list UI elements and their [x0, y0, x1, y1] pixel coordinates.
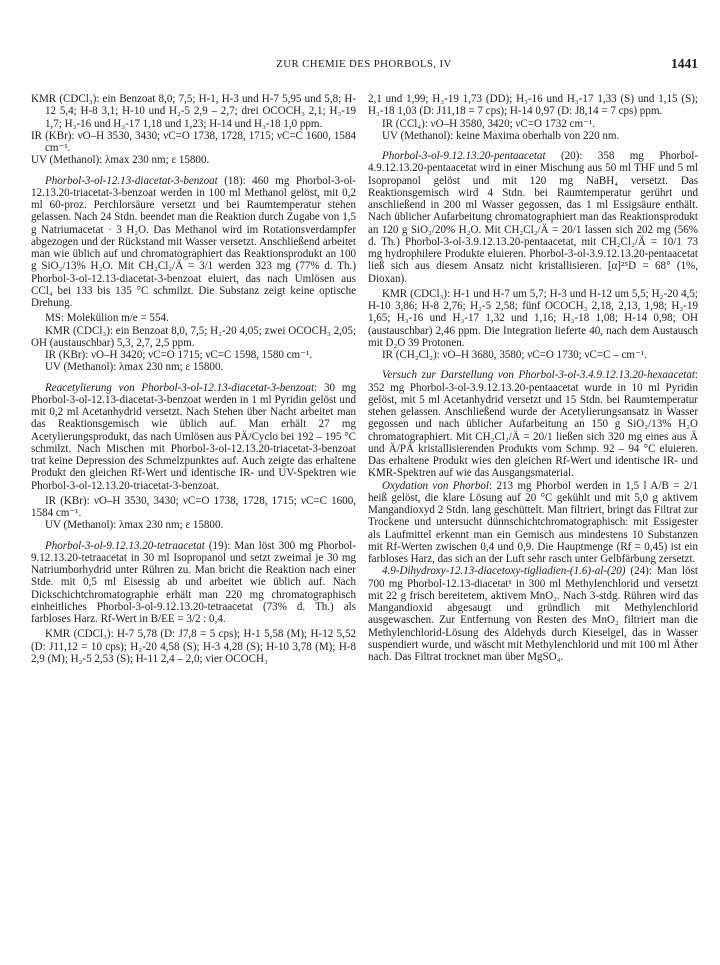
- left-column: [31, 93, 356, 941]
- procedure-text: : 213 mg Phorbol werden in 1,5 l A/B = 2/1 heiß gelöst, die klare Lösung auf 20 °C gekühlt und mit 5,0 g aktivem Mangandioxyd 2 Stdn. lang geschüttelt. Man filtriert, bringt das Filtrat zur Trockene und untersucht dünnschichtchromatographisch: mit Essigester als Laufmittel erkennt man ein Gemisch aus mindestens 10 Substanzen mit Rf-Werten zwischen 0,4 und 0,9. Die Hauptmenge (Rf = 0,45) ist ein farbloses Harz, das sich an der Luft sehr rasch unter Gelbfärbung zersetzt.: [368, 479, 698, 565]
- procedure-title: Oxydation von Phorbol: [382, 479, 489, 492]
- oxidation-paragraph: [368, 480, 698, 566]
- procedure-paragraph-20: [368, 150, 698, 285]
- ir-data-paragraph: IR (KBr): νO–H 3530, 3430; νC=O 1738, 1728, 1715; νC=C 1600, 1584 cm⁻¹.: [31, 494, 356, 519]
- uv-data-paragraph: UV (Methanol): λmax 230 nm; ε 15800.: [31, 154, 210, 167]
- procedure-title: Reacetylierung von Phorbol-3-ol-12.13-diacetat-3-benzoat: [45, 381, 315, 394]
- reacetylation-paragraph: [31, 382, 356, 492]
- ir-data-paragraph: IR (KBr): νO–H 3530, 3430; νC=O 1738, 1728, 1715; νC=C 1600, 1584 cm⁻¹.: [31, 129, 356, 154]
- uv-data-paragraph: UV (Methanol): λmax 230 nm; ε 15800.: [45, 361, 224, 374]
- procedure-text: (18): 460 mg Phorbol-3-ol-12.13.20-triacetat-3-benzoat werden in 100 ml Methanol gelöst, mit 0,2 ml 60-proz. Perchlorsäure versetzt und bei Raumtemperatur stehen gelassen. Nach 24 Stdn. beendet man die Reaktion durch Zugabe von 1,5 g Natriumacetat · 3 H₂O. Das Methanol wird im Rotationsverdampfer abgezogen und der Rückstand mit Wasser versetzt. Anschließend arbeitet man wie üblich auf und chromatographiert das Reaktionsprodukt an 100 g SiO₂/13% H₂O. Mit CH₂Cl₂/Ä = 3/1 werden 323 mg (77% d. Th.) Phorbol-3-ol-12.13-diacetat-3-benzoat eluiert, das nach Umlösen aus CCl₄ bei 133 bis 135 °C schmilzt. Die Substanz zeigt keine optische Drehung.: [31, 174, 356, 309]
- compound-title: Phorbol-3-ol-9.12.13.20-tetraacetat: [45, 539, 205, 552]
- ms-data-paragraph: MS: Molekülion m/e = 554.: [45, 312, 169, 325]
- procedure-paragraph-18: [31, 175, 356, 310]
- nmr-data-paragraph: KMR (CDCl₃): H-1 und H-7 um 5,7; H-3 und H-12 um 5,5; H₂-20 4,5; H-10 3,86; H-8 2,76; H₂-5 2,58; fünf OCOCH₃ 2,18, 2,13, 1,98; H₃-19 1,65; H₃-16 und H₃-17 1,32 und 1,16; H₃-18 1,08; H-14 0,98; OH (austauschbar) 2,46 ppm. Die Integration lieferte 40, nach dem Austausch mit D₂O 39 Protonen.: [368, 287, 698, 349]
- nmr-data-continued: 2,1 und 1,99; H₃-19 1,73 (DD); H₃-16 und H₃-17 1,33 (S) und 1,15 (S); H₃-18 1,03 (D: J11,18 = 7 cps); H-14 0,97 (D: J8,14 = 7 cps) ppm.: [368, 93, 698, 118]
- right-column: [368, 93, 698, 941]
- running-title: ZUR CHEMIE DES PHORBOLS, IV: [276, 58, 452, 70]
- ir-data-paragraph: IR (KBr): νO–H 3420; νC=O 1715; νC=C 1598, 1580 cm⁻¹.: [45, 349, 313, 361]
- procedure-paragraph-24: [368, 565, 698, 663]
- procedure-text: (24): Man löst 700 mg Phorbol-12.13-diacetat¹ in 300 ml Methylenchlorid und versetzt mit 22 g frisch bereitetem, aktivem MnO₂. Nach 3-stdg. Rühren wird das Mangandioxid abgesaugt und gründlich mit Methylenchlorid ausgewaschen. Zur Entfernung von Resten des MnO₂ filtriert man die Methylenchlorid-Lösung des Aldehyds durch Kieselgel, das in Wasser suspendiert wurde, und wäscht mit Methylenchlorid und mit 100 ml Äther nach. Das Filtrat trocknet man über MgSO₄.: [368, 565, 698, 663]
- uv-data-paragraph: UV (Methanol): keine Maxima oberhalb von 220 nm.: [382, 129, 620, 142]
- procedure-text: : 352 mg Phorbol-3-ol-3.9.12.13.20-pentaacetat wurde in 10 ml Pyridin gelöst, mit 5 ml Acetanhydrid versetzt und 15 Stdn. bei Raumtemperatur stehen gelassen. Anschließend wurde der Acetylierungsansatz in Wasser gegossen und nach üblicher Aufarbeitung an 150 g SiO₂/13% H₂O chromatographiert. Mit CH₂Cl₂/Ä = 20/1 ließen sich 320 mg eines aus Ä und Ä/PÄ kristallisierenden Produkts vom Schmp. 92 – 94 °C eluieren. Das erhaltene Produkt wies den gleichen Rf-Wert und identische IR- und KMR-Spektren auf wie das Ausgangsmaterial.: [368, 369, 698, 480]
- page-header: [30, 58, 698, 74]
- nmr-data-paragraph: KMR (CDCl₃): ein Benzoat 8,0; 7,5; H-1, H-3 und H-7 5,95 und 5,8; H-12 5,4; H-8 3,1; H-10 und H₂-5 2,9 – 2,7; drei OCOCH₃ 2,1; H₃-19 1,7; H₃-16 und H₃-17 1,18 und 1,23; H-14 und H₃-18 1,0 ppm.: [31, 93, 356, 130]
- procedure-text: : 30 mg Phorbol-3-ol-12.13-diacetat-3-benzoat werden in 1 ml Pyridin gelöst und mit 0,2 ml Acetanhydrid versetzt. Nach Stehen über Nacht arbeitet man das Reaktionsgemisch wie üblich auf. Man erhält 27 mg Acetylierungsprodukt, das nach Umlösen aus PÄ/Cyclo bei 192 – 195 °C schmilzt. Nach Mischen mit Phorbol-3-ol-12.13.20-triacetat-3-benzoat trat keine Depression des Schmelzpunktes auf. Auch zeigte das erhaltene Produkt den gleichen Rf-Wert und identische IR- und UV-Spektren wie Phorbol-3-ol-12.13.20-triacetat-3-benzoat.: [31, 381, 356, 492]
- compound-title: 4.9-Dihydroxy-12.13-diacetoxy-tigliadien-(1.6)-al-(20): [382, 565, 626, 578]
- hexaacetate-attempt-paragraph: [368, 369, 698, 479]
- procedure-text: (20): 358 mg Phorbol-4.9.12.13.20-pentaacetat wird in einer Mischung aus 50 ml THF und 5 ml Isopropanol gelöst und mit 120 mg NaBH₄ versetzt. Das Reaktionsgemisch wird 4 Stdn. bei Raumtemperatur gerührt und anschließend in 200 ml Wasser gegossen, das 1 ml Essigsäure enthält. Nach üblicher Aufarbeitung chromatographiert man das Reaktionsprodukt an 120 g SiO₂/20% H₂O. Mit CH₂Cl₂/Ä = 20/1 lassen sich 202 mg (56% d. Th.) Phorbol-3-ol-3.9.12.13.20-pentaacetat, mit CH₂Cl₂/Ä = 10/1 73 mg hydrophilere Produkte eluieren. Phorbol-3-ol-3.9.12.13.20-pentaacetat ließ sich aus diesem Ansatz nicht kristallisieren. [α]²⁵D = 68° (1%, Dioxan).: [368, 150, 698, 285]
- procedure-title: Versuch zur Darstellung von Phorbol-3-ol-3.4.9.12.13.20-hexaacetat: [382, 369, 695, 382]
- page-number: 1441: [671, 56, 698, 71]
- uv-data-paragraph: UV (Methanol): λmax 230 nm; ε 15800.: [45, 519, 224, 532]
- compound-title: Phorbol-3-ol-9.12.13.20-pentaacetat: [382, 150, 546, 162]
- procedure-text: (19): Man löst 300 mg Phorbol-9.12.13.20-tetraacetat in 30 ml Isopropanol und setzt zweimal je 30 mg Natriumborhydrid unter Rühren zu. Man bricht die Reaktion nach einer Stde. mit 0,5 ml Eisessig ab und arbeitet wie üblich auf. Nach Dickschichtchromatographie erhält man 220 mg chromatographisch einheitliches Phorbol-3-ol-9.12.13.20-tetraacetat (73% d. Th.) als farbloses Harz. Rf-Wert in B/EE = 3/2 : 0,4.: [31, 539, 356, 625]
- ir-data-paragraph: IR (CH₂Cl₂): νO–H 3680, 3580; νC=O 1730; νC=C – cm⁻¹.: [382, 349, 647, 361]
- nmr-data-paragraph: KMR (CDCl₃): ein Benzoat 8,0, 7,5; H₂-20 4,05; zwei OCOCH₃ 2,05; OH (austauschbar) 5,3, 2,7, 2,5 ppm.: [31, 324, 356, 349]
- nmr-data-paragraph: KMR (CDCl₃): H-7 5,78 (D: J7,8 = 5 cps); H-1 5,58 (M); H-12 5,52 (D: J11,12 = 10 cps); H₂-20 4,58 (S); H-3 4,28 (S); H-10 3,78 (M); H-8 2,9 (M); H₂-5 2,53 (S); H-11 2,4 – 2,0; vier OCOCH₃: [31, 628, 356, 665]
- ir-data-paragraph: IR (CCl₄): νO–H 3580, 3420; νC=O 1732 cm⁻¹.: [382, 117, 596, 130]
- procedure-paragraph-19: [31, 540, 356, 626]
- compound-title: Phorbol-3-ol-12.13-diacetat-3-benzoat: [45, 174, 218, 187]
